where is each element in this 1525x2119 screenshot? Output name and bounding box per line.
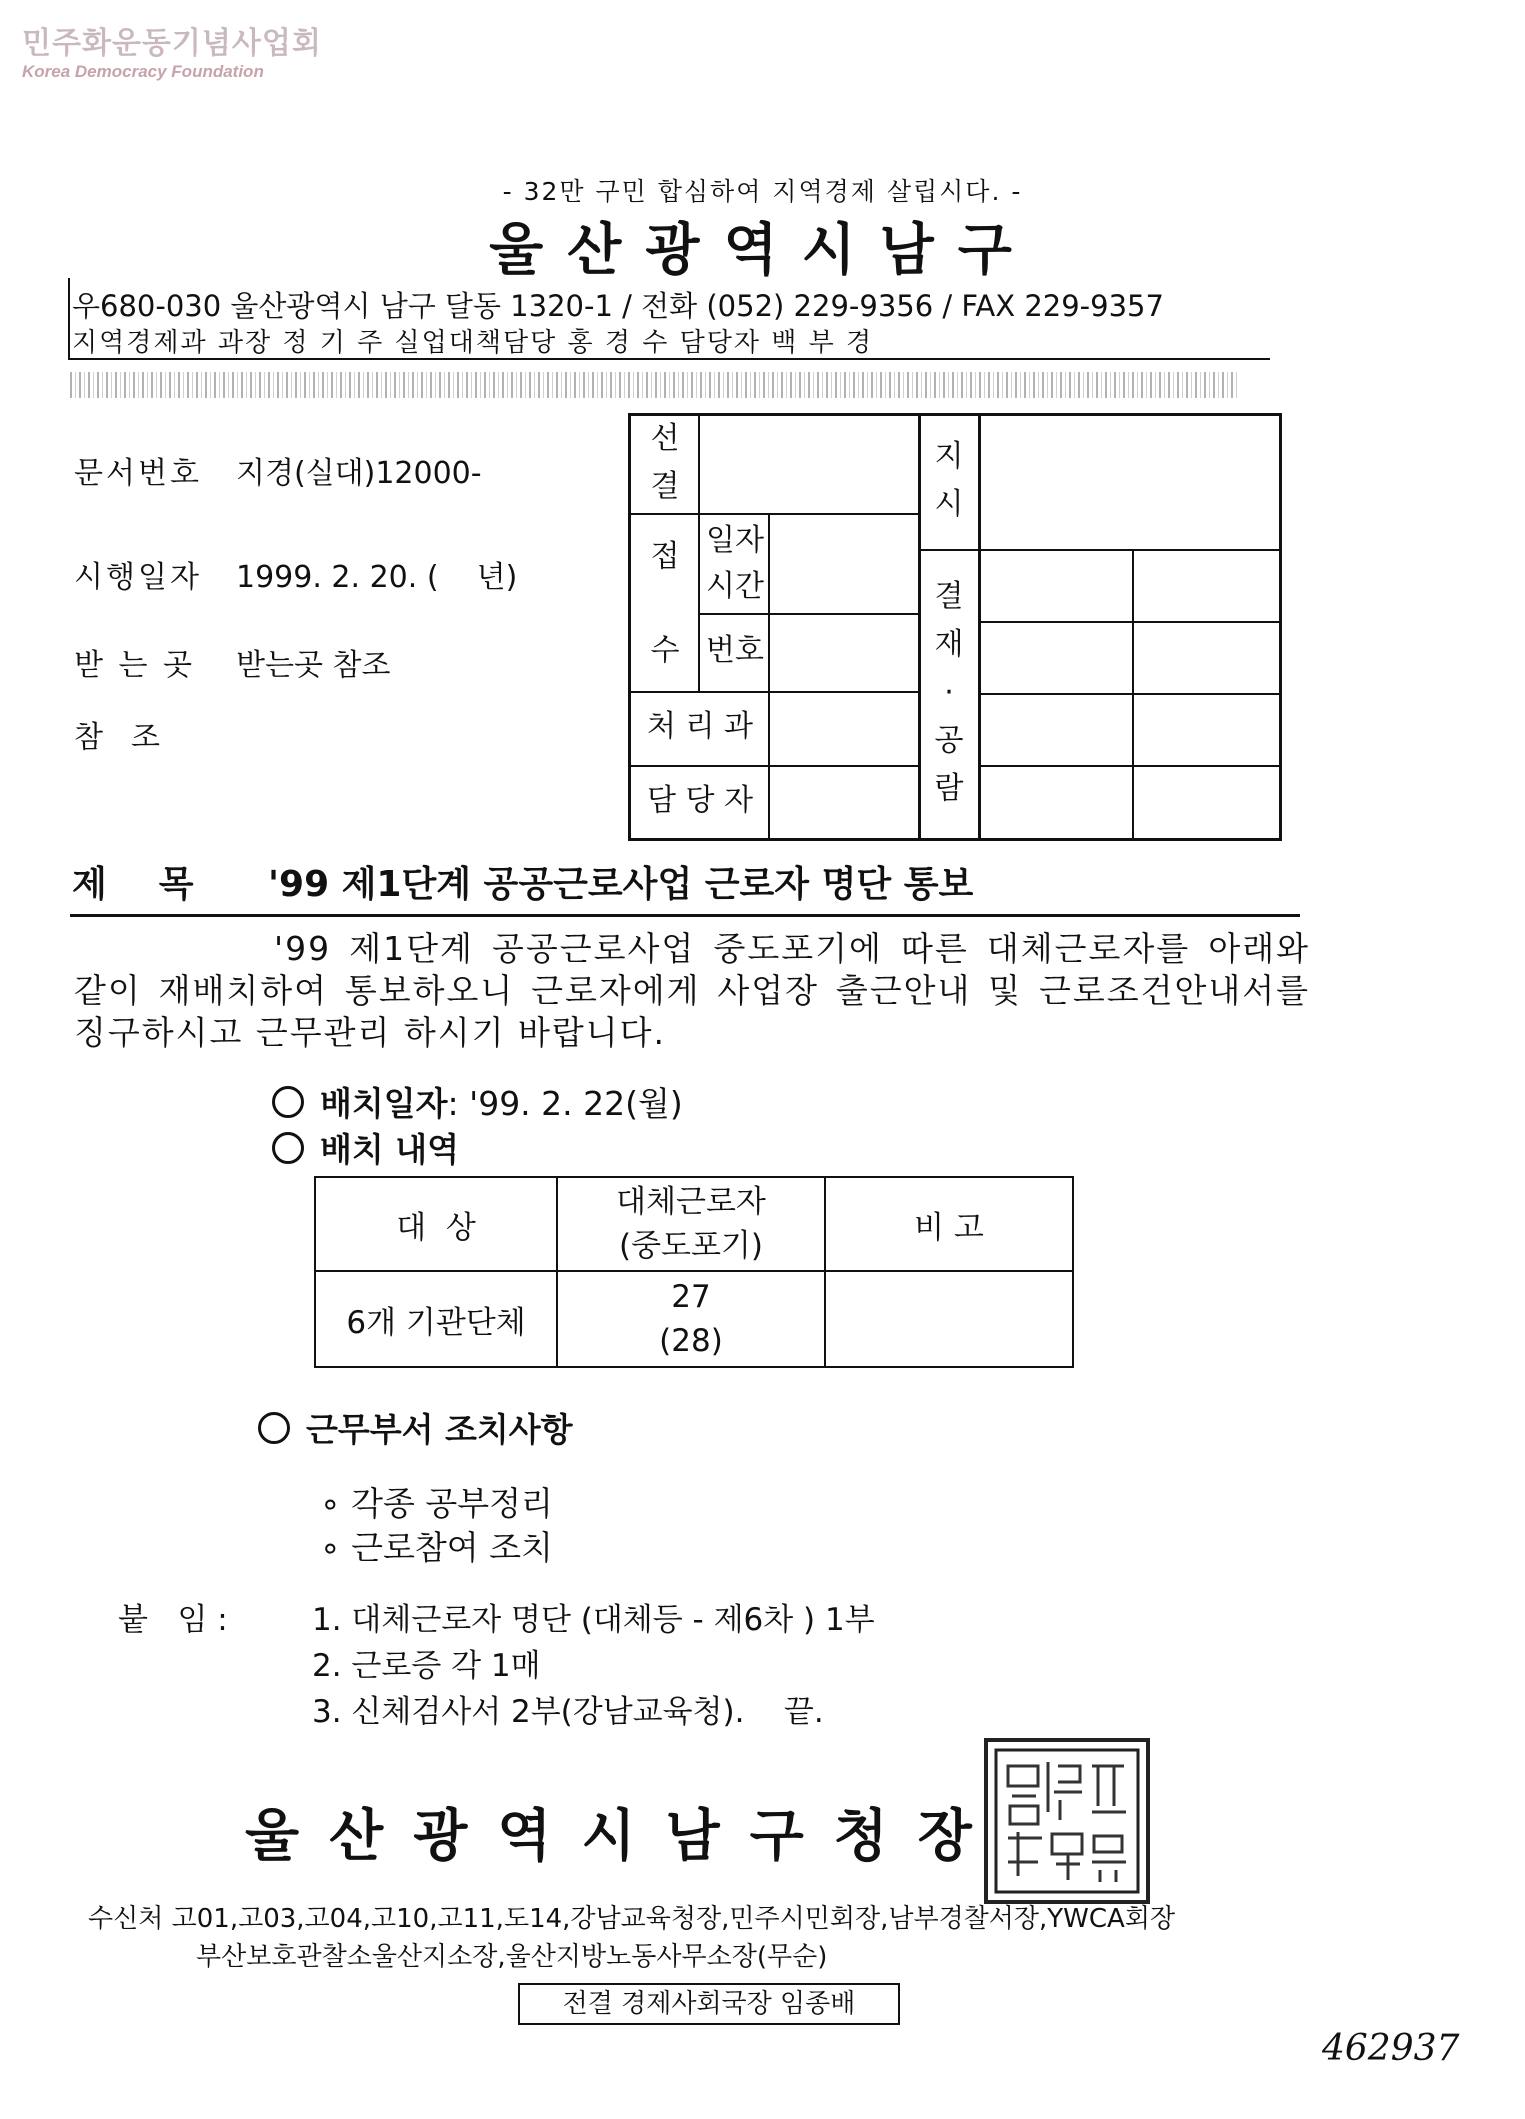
grid-jisi-1: 지 (934, 439, 964, 474)
table-cell-note (825, 1271, 1073, 1367)
issue-date-value: 1999. 2. 20. ( 년) (236, 560, 518, 595)
dept-action-1: 각종 공부정리 (351, 1484, 553, 1523)
attachment-2: 2. 근로증 각 1매 (312, 1648, 541, 1684)
deploy-date-label: 배치일자 (320, 1084, 448, 1123)
table-cell-target: 6개 기관단체 (315, 1271, 557, 1367)
circle-bullet-icon (258, 1412, 290, 1444)
recipient-label: 받 는 곳 (74, 648, 196, 683)
approval-grid (628, 413, 1282, 841)
list-item (320, 1478, 553, 1525)
recipient-value: 받는곳 참조 (236, 648, 391, 683)
recipients-block (88, 1900, 1175, 1976)
grid-jeopsu-2: 수 (650, 633, 680, 668)
title-divider (70, 914, 1300, 917)
grid-number-label: 번호 (706, 633, 764, 668)
reference-label: 참 조 (74, 720, 164, 755)
table-header-target: 대 상 (315, 1177, 557, 1271)
approval-footer: 전결 경제사회국장 임종배 (518, 1983, 900, 2025)
staff-line: 지역경제과 과장 정 기 주 실업대책담당 홍 경 수 담당자 백 부 경 (72, 328, 874, 358)
doc-number-value: 지경(실대)12000- (236, 456, 482, 491)
dept-actions-label: 근무부서 조치사항 (306, 1410, 573, 1449)
document-title: '99 제1단계 공공근로사업 근로자 명단 통보 (268, 864, 974, 905)
grid-process-dept-label: 처 리 과 (646, 709, 753, 744)
attachment-3: 3. 신체검사서 2부(강남교육청). 끝. (312, 1694, 824, 1730)
doc-number-label: 문서번호 (74, 456, 202, 491)
attachments-label: 붙 임 : (118, 1602, 228, 1638)
table-header-note: 비 고 (825, 1177, 1073, 1271)
recipients-line1: 고01,고03,고04,고10,고11,도14,강남교육청장,민주시민회장,남부경찰서장,YWCA회장 (171, 1904, 1176, 1934)
recipients-label: 수신처 (88, 1904, 164, 1934)
grid-jisi-2: 시 (934, 487, 964, 522)
grid-in-charge-label: 담 당 자 (646, 783, 753, 818)
deploy-date-item (272, 1078, 683, 1125)
closing-signature: 울산광역시남구청장 (245, 1804, 1002, 1869)
table-cell-count-value: 27 (671, 1279, 711, 1315)
watermark-english: Korea Democracy Foundation (22, 62, 264, 81)
grid-jeopsu-1: 접 (650, 539, 680, 574)
watermark-korean: 민주화운동기념사업회 (22, 26, 322, 61)
circle-bullet-icon (272, 1132, 304, 1164)
organization-title: 울산광역시남구 (489, 218, 1036, 283)
list-item (320, 1522, 553, 1569)
deploy-detail-label: 배치 내역 (320, 1130, 460, 1169)
handwritten-number: 462937 (1322, 2028, 1460, 2069)
attachment-1: 1. 대체근로자 명단 (대체등 - 제6차 ) 1부 (312, 1602, 875, 1638)
recipients-line2: 부산보호관찰소울산지소장,울산지방노동사무소장(무순) (196, 1942, 828, 1972)
slogan: - 32만 구민 합심하여 지역경제 살립시다. - (502, 177, 1023, 206)
grid-gyeoljae-3: · (944, 675, 954, 710)
address-line: 우680-030 울산광역시 남구 달동 1320-1 / 전화 (052) 229-9356 / FAX 229-9357 (72, 289, 1164, 323)
official-seal (984, 1738, 1150, 1904)
dept-action-2: 근로참여 조치 (351, 1528, 553, 1567)
title-label: 제목 (72, 864, 246, 905)
grid-gyeoljae-1: 결 (934, 579, 964, 614)
grid-gyeoljae-5: 람 (934, 771, 964, 806)
grid-sungyeol-2: 결 (650, 469, 680, 504)
table-header-replacement-line2: (중도포기) (619, 1228, 763, 1264)
grid-sungyeol-1: 선 (650, 421, 680, 456)
circle-bullet-icon (272, 1086, 304, 1118)
deploy-table (314, 1176, 1074, 1368)
issue-date-label: 시행일자 (74, 560, 202, 595)
table-cell-dropout-value: (28) (659, 1323, 723, 1359)
grid-time-label: 시간 (706, 569, 764, 604)
table-cell-count (557, 1271, 825, 1367)
bullet-dot-icon: ∘ (320, 1484, 352, 1523)
grid-date-label: 일자 (706, 523, 764, 558)
dept-actions-item (258, 1404, 573, 1451)
grid-gyeoljae-2: 재 (934, 627, 964, 662)
deploy-date-value: : '99. 2. 22(월) (447, 1084, 683, 1123)
table-header-replacement (557, 1177, 825, 1271)
table-header-replacement-line1: 대체근로자 (616, 1184, 766, 1220)
grid-gyeoljae-4: 공 (934, 723, 964, 758)
deploy-detail-item (272, 1124, 459, 1171)
scan-noise-strip (70, 372, 1240, 398)
body-paragraph: '99 제1단계 공공근로사업 중도포기에 따른 대체근로자를 아래와 같이 재배치하여 통보하오니 근로자에게 사업장 출근안내 및 근로조건안내서를 징구하시고 근무관리 하시기 바랍니다. (74, 929, 1310, 1052)
bullet-dot-icon: ∘ (320, 1528, 352, 1567)
